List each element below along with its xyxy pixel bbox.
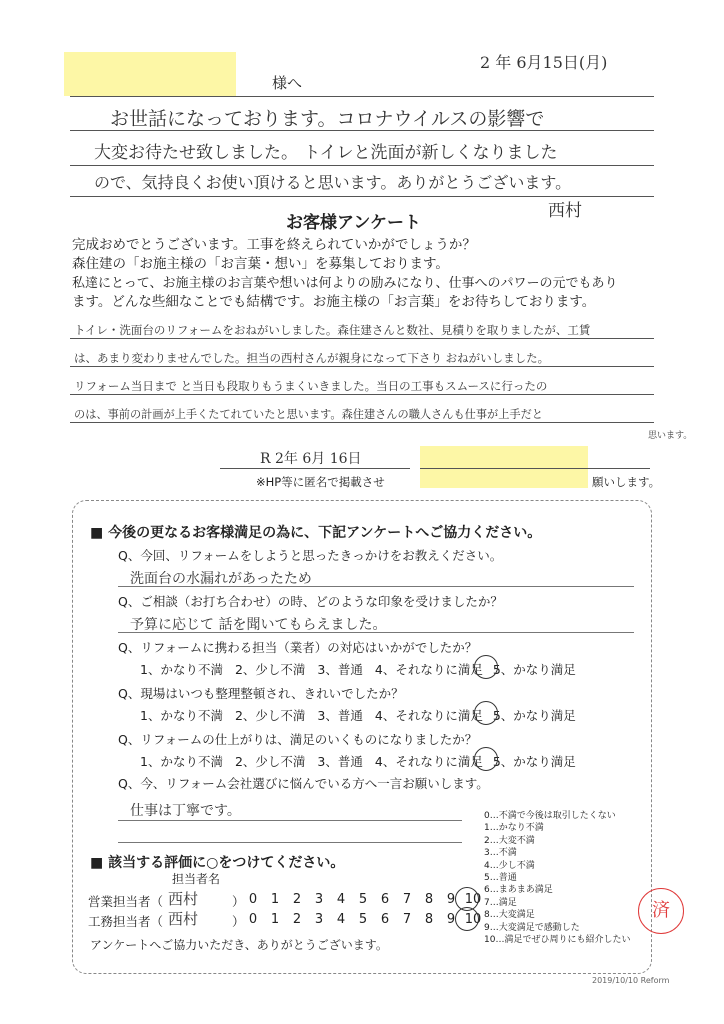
rating-legend: 0…不満で今後は取引したくない 1…かなり不満 2…大変不満 3…不満 4…少し不満 5…普通 6…まあまあ満足 7…満足 8…大変満足 9…大変満足で感動した 10…満足でぜひ周りにも紹介したい (484, 811, 631, 946)
works-selected-10 (455, 907, 479, 931)
notice-left: ※HP等に匿名で掲載させ (256, 475, 385, 489)
selected-option-q5 (474, 747, 498, 771)
comment-line-4: のは、事前の計画が上手くたてれていたと思います。森住建さんの職人さんも仕事が上手だと (74, 408, 543, 421)
sales-name: 西村 (168, 890, 199, 908)
selected-option-q3 (474, 655, 498, 679)
comment-line-5: 思います。 (648, 431, 693, 441)
letter-signature: 西村 (548, 201, 582, 221)
letter-line-1: お世話になっております。コロナウイルスの影響で (110, 108, 545, 130)
works-scale: 0 1 2 3 4 5 6 7 8 9 10 (248, 912, 482, 927)
rating-heading: ■ 該当する評価に○をつけてください。 (90, 855, 345, 871)
letter-line-2: 大変お待たせ致しました。 トイレと洗面が新しくなりました (94, 143, 558, 163)
question-2: Q、ご相談（お打ち合わせ）の時、どのような印象を受けましたか？ (118, 594, 503, 609)
question-5: Q、リフォームの仕上がりは、満足のいくものになりましたか？ (118, 732, 478, 747)
comment-line-1: トイレ・洗面台のリフォームをおねがいしました。森住建さんと数社、見積りを取りましたが、工賃 (74, 323, 591, 337)
comment-line-2: は、あまり変わりませんでした。担当の西村さんが親身になって下さり おねがいしました。 (74, 351, 550, 365)
letter-line-3: ので、気持良くお使い頂けると思います。ありがとうございます。 (94, 173, 572, 192)
options-q5: 1、かなり不満 2、少し不満 3、普通 4、それなりに満足 5、かなり満足 (140, 754, 576, 769)
recipient-name-redacted (64, 52, 236, 96)
question-6: Q、今、リフォーム会社選びに悩んでいる方へ一言お願いします。 (118, 776, 489, 791)
survey-title: お客様アンケート (286, 213, 421, 233)
question-1: Q、今回、リフォームをしようと思ったきっかけをお教えください。 (118, 548, 503, 563)
intro-line-3: 私達にとって、お施主様のお言葉や想いは何よりの励みになり、仕事へのパワーの元でもあり (72, 276, 618, 291)
options-q4: 1、かなり不満 2、少し不満 3、普通 4、それなりに満足 5、かなり満足 (140, 708, 576, 723)
question-3: Q、リフォームに携わる担当（業者）の対応はいかがでしたか？ (118, 640, 478, 655)
answer-1: 洗面台の水漏れがあったため (130, 571, 312, 587)
questionnaire-heading: ■ 今後の更なるお客様満足の為に、下記アンケートへご協力ください。 (90, 525, 542, 541)
recipient-suffix: 様へ (272, 74, 303, 92)
form-version: 2019/10/10 Reform (592, 976, 670, 985)
answer-6: 仕事は丁寧です。 (130, 803, 241, 819)
letter-date: 2 年 6月15日(月) (480, 53, 608, 72)
options-q3: 1、かなり不満 2、少し不満 3、普通 4、それなりに満足 5、かなり満足 (140, 662, 576, 677)
intro-line-4: ます。どんな些細なことでも結構です。お施主様の「お言葉」をお待ちしております。 (72, 294, 596, 310)
name-header: 担当者名 (172, 872, 221, 886)
answer-2: 予算に応じて 話を聞いてもらえました。 (130, 617, 387, 633)
notice-right: 願いします。 (592, 475, 661, 489)
sales-label: 営業担当者（ (88, 894, 164, 909)
comment-line-3: リフォーム当日まで と当日も段取りもうまくいきました。当日の工事もスムースに行ったの (74, 379, 548, 393)
intro-line-2: 森住建の「お施主様の「お言葉・想い」を募集しております。 (72, 256, 449, 272)
works-label: 工務担当者（ (88, 914, 164, 929)
comment-date: R 2年 6月 16日 (260, 451, 362, 467)
thanks-text: アンケートへご協力いただき、ありがとうございます。 (90, 938, 388, 952)
customer-name-redacted (420, 446, 588, 488)
question-4: Q、現場はいつも整理整頓され、きれいでしたか？ (118, 686, 404, 701)
sales-scale: 0 1 2 3 4 5 6 7 8 9 10 (248, 892, 482, 907)
selected-option-q4 (474, 701, 498, 725)
intro-line-1: 完成おめでとうございます。工事を終えられていかがでしょうか？ (72, 237, 476, 253)
works-name: 西村 (168, 910, 199, 928)
approval-stamp: 済 (638, 888, 684, 934)
